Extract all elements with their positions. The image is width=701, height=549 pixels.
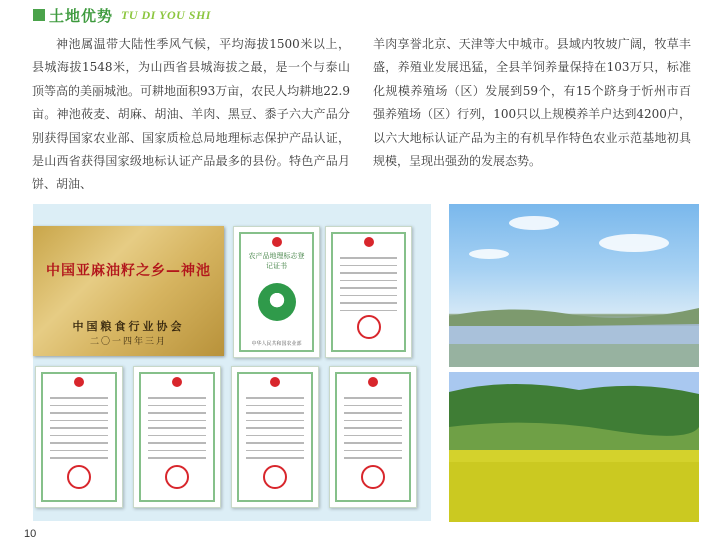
agricultural-gi-logo-icon	[258, 283, 296, 321]
article-right-column	[373, 33, 691, 173]
red-seal-icon	[357, 315, 381, 339]
section-header	[33, 4, 211, 26]
section-title-pinyin: TU DI YOU SHI	[121, 7, 211, 22]
national-emblem-icon	[368, 377, 378, 387]
cover-footer: 中华人民共和国农业部	[251, 341, 302, 347]
national-emblem-icon	[364, 237, 374, 247]
article-paragraph-right: 羊肉享誉北京、天津等大中城市。县域内牧坡广阔，牧草丰盛，养殖业发展迅猛，全县羊饲养量保持在103万只，标准化规模养殖场（区）发展到59个，有15个跻身于忻州市百强养殖场（区）行列，100只以上规模养羊户达到4200户，以六大地标认证产品为主的有机旱作特色农业示范基地初具规模，呈现出强劲的发展态势。	[373, 37, 691, 169]
page-number: 10	[24, 528, 37, 540]
rapeseed-field-photo	[449, 372, 699, 522]
certificate-page	[329, 366, 417, 508]
red-seal-icon	[165, 465, 189, 489]
red-seal-icon	[263, 465, 287, 489]
certificates-image	[33, 204, 431, 521]
national-emblem-icon	[74, 377, 84, 387]
certificate-page	[325, 226, 412, 358]
plaque-main-text: 中国亚麻油籽之乡—神池	[46, 263, 211, 279]
section-title: 土地优势	[49, 6, 114, 25]
certificate-page	[35, 366, 123, 508]
red-seal-icon	[361, 465, 385, 489]
national-emblem-icon	[272, 237, 282, 247]
rapeseed-field-svg	[449, 372, 699, 522]
flax-field-photo	[449, 204, 699, 367]
certificate-page	[133, 366, 221, 508]
certificate-cover	[233, 226, 320, 358]
red-seal-icon	[67, 465, 91, 489]
certificate-page	[231, 366, 319, 508]
article-left-column	[32, 33, 350, 197]
plaque-org-text: 中国粮食行业协会	[72, 320, 185, 333]
article-paragraph-left: 神池属温带大陆性季风气候，平均海拔1500米以上，县城海拔1548米，为山西省县城海拔之最，是一个与泰山顶等高的美丽城池。可耕地面积93万亩，农民人均耕地22.9亩。神池莜麦、胡麻、胡油、羊肉、黑豆、黍子六大产品分别获得国家农业部、国家质检总局地理标志保护产品认证，是山西省获得国家级地标认证产品最多的县份。特色产品月饼、胡油、	[32, 37, 350, 192]
flax-field-svg	[449, 204, 699, 367]
national-emblem-icon	[172, 377, 182, 387]
national-emblem-icon	[270, 377, 280, 387]
green-square-icon	[33, 9, 45, 21]
gold-plaque	[33, 226, 224, 356]
plaque-date-text: 二〇一四年三月	[89, 337, 167, 347]
cover-title: 农产品地理标志登记证书	[248, 252, 305, 270]
